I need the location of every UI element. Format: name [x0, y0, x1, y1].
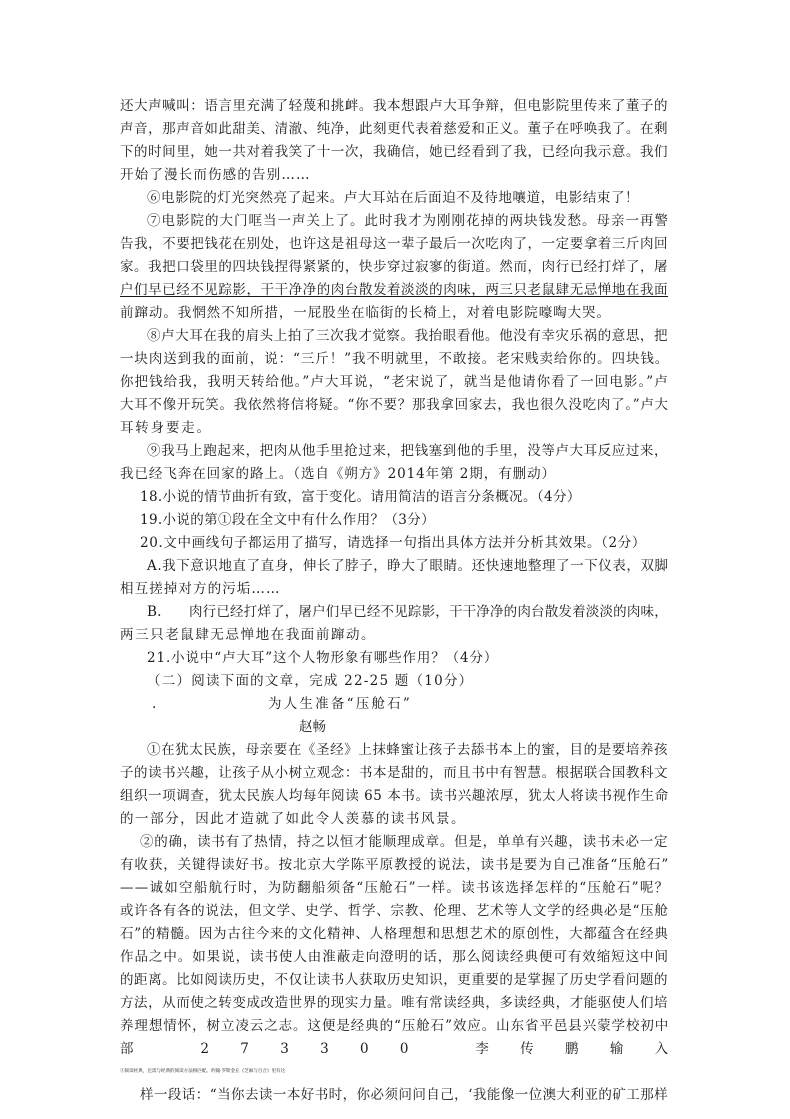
section-heading: （二）阅读下面的文章，完成 22-25 题（10分） — [147, 673, 474, 689]
option-a: A.我下意识地直了直身，伸长了脖子，睁大了眼睛。还快速地整理了一下仪表，双脚 — [147, 558, 669, 574]
text-line: ⑨我马上跑起来，把肉从他手里抢过来，把钱塞到他的手里，没等卢大耳反应过来， — [147, 443, 669, 459]
question-19: 19.小说的第①段在全文中有什么作用？（3分） — [140, 512, 435, 528]
text-line: ②的确，读书有了热情，持之以恒才能顺理成章。但是，单单有兴趣，读书未必一定 — [140, 834, 669, 850]
text-line: 的一部分，因此才造就了如此令人羡慕的读书风景。 — [120, 811, 467, 827]
text-line: 耳转身要走。 — [120, 420, 212, 436]
text-line: ⑧卢大耳在我的肩头上拍了三次我才觉察。我抬眼看他。他没有幸灾乐祸的意思，把 — [147, 328, 669, 344]
text-line: 前蹿动。我惘然不知所措，一屁股坐在临街的长椅上，对着电影院嚎啕大哭。 — [120, 305, 611, 321]
option-b: B. 肉行已经打烊了，屠户们早已经不见踪影，干干净净的肉台散发着淡淡的肉味， — [147, 604, 668, 620]
text-line: 声音，那声音如此甜美、清澈、纯净，此刻更代表着慈爱和正义。董子在呼唤我了。在剩 — [120, 121, 669, 137]
question-20: 20.文中画线句子都运用了描写，请选择一句指出具体方法并分析其效果。（2分） — [140, 535, 646, 551]
text-line: 作品之中。如果说，读书使人由淮蔽走向澄明的话，那么阅读经典便可有效缩短这中间 — [120, 949, 669, 965]
text-line: ③阅读经典，还需与经典的阅读方法相匹配。约翰·罗斯金在《芝麻与百合》里有这 — [120, 1069, 286, 1074]
text-line: 养理想情怀，树立凌云之志。这便是经典的“压舱石”效应。山东省平邑县兴蒙学校初中 — [120, 1018, 670, 1034]
text-line: 方法，从而使之转变成改造世界的现实力量。唯有常读经典，多读经典，才能驱使人们培 — [120, 995, 669, 1011]
text-line: 一块肉送到我的面前，说：“三斤！”我不明就里，不敢接。老宋贱卖给你的。四块钱。 — [120, 351, 670, 367]
underlined-sentence: 户们早已经不见踪影，干干净净的肉台散发着淡淡的肉味，两三只老鼠肆无忌惮地在我面 — [120, 282, 669, 298]
text-line: 还大声喊叫：语言里充满了轻蔑和挑衅。我本想跟卢大耳争辩，但电影院里传来了董子的 — [120, 98, 669, 114]
text-line: ⑦电影院的大门哐当一声关上了。此时我才为刚刚花掉的两块钱发愁。母亲一再警 — [147, 213, 669, 229]
text-line: 我已经飞奔在回家的路上。（选自《朔方》2014年第 2期，有删动） — [120, 466, 556, 482]
text-line: 告我，不要把钱花在别处，也许这是祖母这一辈子最后一次吃肉了，一定要拿着三斤肉回 — [120, 236, 669, 252]
text-line: 石”的精髓。因为古往今来的文化精神、人格理想和思想艺术的原创性，大都蕴含在经典 — [120, 926, 669, 942]
text-line: 的距离。比如阅读历史，不仅让读书人获取历史知识，更重要的是掌握了历史学看问题的 — [120, 972, 669, 988]
text-line: 有收获，关键得读好书。按北京大学陈平原教授的说法，读书是要为自己准备“压舱石” — [120, 857, 670, 873]
text-line: 或许各有各的说法，但文学、史学、哲学、宗教、伦理、艺术等人文学的经典必是“压舱 — [120, 903, 669, 919]
text-line: ⑥电影院的灯光突然亮了起来。卢大耳站在后面迫不及待地嚷道，电影结束了！ — [147, 190, 640, 206]
stray-dot: . — [152, 696, 157, 712]
text-line: ①在犹太民族，母亲要在《圣经》上抹蜂蜜让孩子去舔书本上的蜜，目的是要培养孩 — [147, 742, 669, 758]
question-18: 18.小说的情节曲折有致，富于变化。请用简洁的语言分条概况。（4分） — [140, 489, 581, 505]
option-a-cont: 相互搓掉对方的污垢…… — [120, 581, 281, 597]
text-line: 大耳不像开玩笑。我依然将信将疑。“你不要？那我拿回家去，我也很久没吃肉了。”卢大 — [120, 397, 669, 413]
text-line: 你把钱给我，我明天转给他。”卢大耳说，“老宋说了，就当是他请你看了一回电影。”卢 — [120, 374, 669, 390]
text-line: 组织一项调查，犹太民族人均每年阅读 65 本书。读书兴趣浓厚，犹太人将读书视作生命 — [120, 788, 669, 804]
text-line: 部 273300 李传鹏输入 — [120, 1041, 700, 1057]
text-line: 样一段话：“当你去读一本好书时，你必须问问自己，‘我能像一位澳大利亚的矿工那样 — [140, 1087, 669, 1103]
article-title: 为人生准备“压舱石” — [268, 696, 413, 712]
question-21: 21.小说中“卢大耳”这个人物形象有哪些作用？（4分） — [147, 650, 499, 666]
text-line: 开始了漫长而伤感的告别…… — [120, 167, 311, 183]
text-line: 家。我把口袋里的四块钱捏得紧紧的，快步穿过寂寥的街道。然而，肉行已经打烊了，屠 — [120, 259, 669, 275]
text-line: ——诚如空船航行时，为防翻船须备“压舱石”一样。读书该选择怎样的“压舱石”呢？ — [120, 880, 670, 896]
text-line: 子的读书兴趣，让孩子从小树立观念：书本是甜的，而且书中有智慧。根据联合国教科文 — [120, 765, 669, 781]
option-b-cont: 两三只老鼠肆无忌惮地在我面前蹿动。 — [120, 627, 377, 643]
text-line: 下的时间里，她一共对着我笑了十一次，我确信，她已经看到了我，已经向我示意。我们 — [120, 144, 669, 160]
article-author: 赵畅 — [299, 719, 326, 735]
